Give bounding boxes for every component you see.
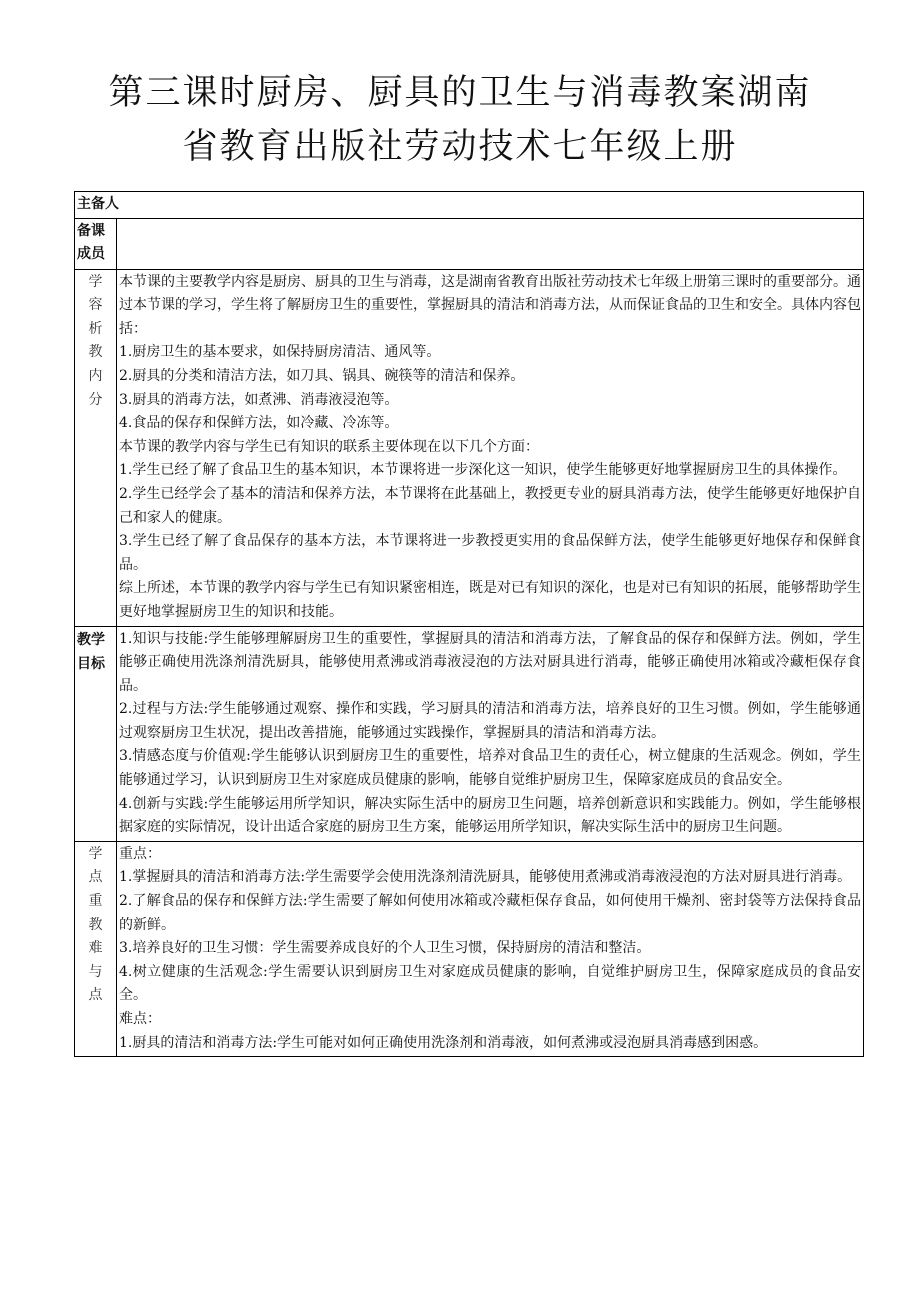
analysis-paragraph: 综上所述，本节课的教学内容与学生已有知识紧密相连，既是对已有知识的深化，也是对已有知识的拓展，能够帮助学生更好地掌握厨房卫生的知识和技能。 [119,580,861,620]
analysis-label-char: 学 [88,273,103,290]
goal-paragraph: 1.知识与技能:学生能够理解厨房卫生的重要性，掌握厨具的清洁和消毒方法，了解食品的保存和保鲜方法。例如，学生能够正确使用洗涤剂清洗厨具，能够使用煮沸或消毒液浸泡的方法对厨具进行消毒，能够正确使用冰箱或冷藏柜保存食品。 [119,630,861,694]
keypoint-paragraph: 1.厨具的清洁和消毒方法:学生可能对如何正确使用洗涤剂和消毒液，如何煮沸或浸泡厨具消毒感到困惑。 [119,1034,768,1051]
analysis-paragraph: 2.学生已经学会了基本的清洁和保养方法，本节课将在此基础上，教授更专业的厨具消毒方法，使学生能够更好地保护自己和家人的健康。 [119,485,861,526]
members-label: 备课成员 [75,218,117,269]
analysis-label-char: 容 [88,297,103,314]
analysis-label [75,269,117,626]
keypoints-label-char: 点 [88,987,103,1004]
keypoints-label-char: 学 [88,845,103,862]
goals-content [117,626,864,841]
analysis-label-char: 教 [88,344,103,361]
analysis-paragraph: 1.学生已经了解了食品卫生的基本知识，本节课将进一步深化这一知识，使学生能够更好地掌握厨房卫生的具体操作。 [119,462,847,479]
keypoints-content [117,841,864,1056]
row-key-points [75,841,864,1056]
analysis-content [117,269,864,626]
row-lead-teacher [75,192,864,219]
goal-paragraph: 2.过程与方法:学生能够通过观察、操作和实践，学习厨具的清洁和消毒方法，培养良好的卫生习惯。例如，学生能够通过观察厨房卫生状况，提出改善措施，能够通过实践操作，掌握厨具的清洁和消毒方法。 [119,701,861,741]
keypoint-paragraph: 难点： [119,1011,161,1027]
analysis-paragraph: 2.厨具的分类和清洁方法，如刀具、锅具、碗筷等的清洁和保养。 [119,367,525,384]
goal-paragraph: 3.情感态度与价值观:学生能够认识到厨房卫生的重要性，培养对食品卫生的责任心，树立健康的生活观念。例如，学生能够通过学习，认识到厨房卫生对家庭成员健康的影响，能够自觉维护厨房卫生，保障家庭成员的食品安全。 [119,748,861,789]
analysis-paragraph: 本节课的主要教学内容是厨房、厨具的卫生与消毒，这是湖南省教育出版社劳动技术七年级上册第三课时的重要部分。通过本节课的学习，学生将了解厨房卫生的重要性，掌握厨具的清洁和消毒方法，从而保证食品的卫生和安全。具体内容包括： [119,273,861,337]
goal-paragraph: 4.创新与实践:学生能够运用所学知识，解决实际生活中的厨房卫生问题，培养创新意识和实践能力。例如，学生能够根据家庭的实际情况，设计出适合家庭的厨房卫生方案，能够运用所学知识，解决实际生活中的厨房卫生问题。 [119,795,861,836]
lesson-plan-table [74,191,864,1057]
keypoint-paragraph: 1.掌握厨具的清洁和消毒方法:学生需要学会使用洗涤剂清洗厨具，能够使用煮沸或消毒液浸泡的方法对厨具进行消毒。 [119,869,852,886]
keypoints-label-char: 难 [88,940,103,957]
title-line-2: 省教育出版社劳动技术七年级上册 [182,127,738,167]
keypoint-paragraph: 3.培养良好的卫生习惯：学生需要养成良好的个人卫生习惯，保持厨房的清洁和整洁。 [119,940,651,957]
goals-label: 教学目标 [75,626,117,841]
title-line-1: 第三课时厨房、厨具的卫生与消毒教案湖南 [108,73,812,113]
document-title [0,0,920,174]
keypoint-paragraph: 重点： [119,845,161,862]
keypoints-label-char: 点 [88,869,103,886]
analysis-label-char: 分 [88,391,103,408]
analysis-paragraph: 本节课的教学内容与学生已有知识的联系主要体现在以下几个方面： [119,438,539,455]
members-value [117,218,864,269]
keypoints-label-char: 教 [88,916,103,933]
keypoint-paragraph: 4.树立健康的生活观念:学生需要认识到厨房卫生对家庭成员健康的影响，自觉维护厨房卫生，保障家庭成员的食品安全。 [119,963,861,1004]
keypoints-label [75,841,117,1056]
analysis-paragraph: 1.厨房卫生的基本要求，如保持厨房清洁、通风等。 [119,344,441,361]
analysis-paragraph: 3.学生已经了解了食品保存的基本方法，本节课将进一步教授更实用的食品保鲜方法，使学生能够更好地保存和保鲜食品。 [119,533,861,573]
row-teaching-goals [75,626,864,841]
row-content-analysis [75,269,864,626]
analysis-paragraph: 3.厨具的消毒方法，如煮沸、消毒液浸泡等。 [119,391,399,408]
keypoints-label-char: 与 [88,963,103,980]
analysis-label-char: 析 [88,320,103,337]
keypoint-paragraph: 2.了解食品的保存和保鲜方法:学生需要了解如何使用冰箱或冷藏柜保存食品，如何使用干燥剂、密封袋等方法保持食品的新鲜。 [119,893,861,933]
analysis-paragraph: 4.食品的保存和保鲜方法，如冷藏、冷冻等。 [119,415,399,432]
lead-teacher-label: 主备人 [75,192,864,219]
analysis-label-char: 内 [88,367,103,384]
keypoints-label-char: 重 [88,893,103,910]
row-members [75,218,864,269]
